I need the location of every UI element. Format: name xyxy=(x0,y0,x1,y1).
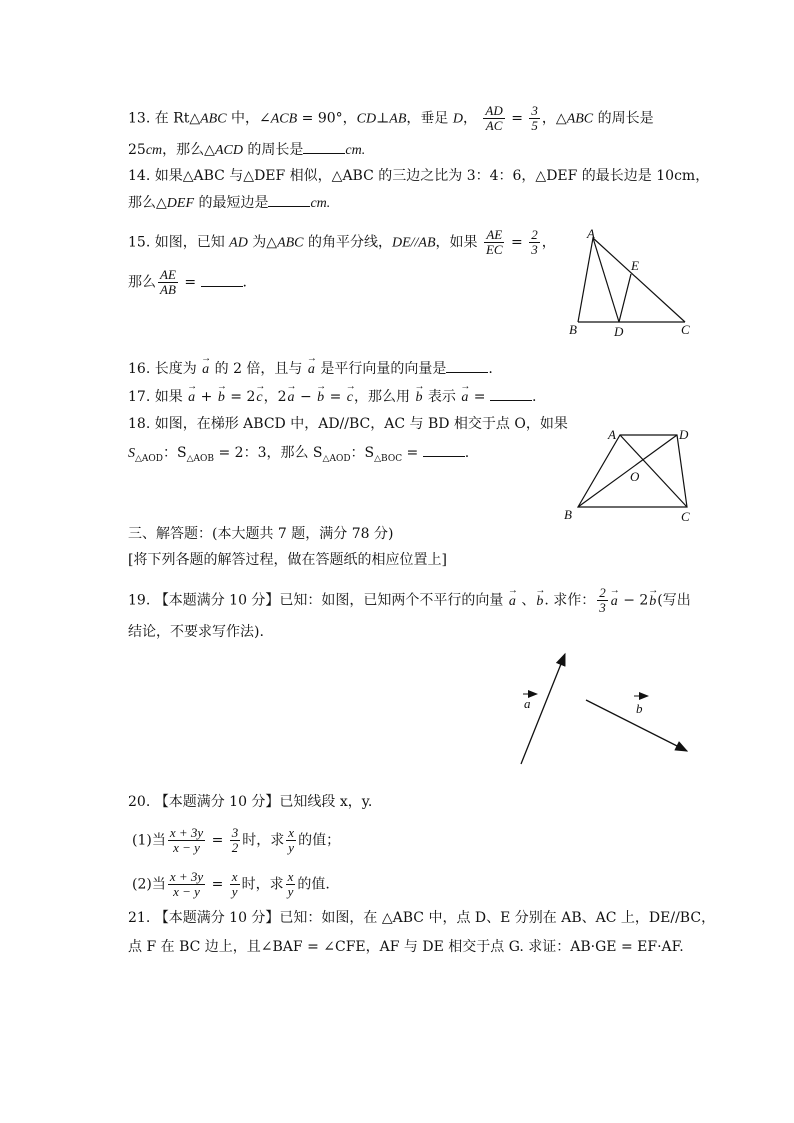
label-B: B xyxy=(564,507,572,522)
answer-blank xyxy=(201,272,243,287)
answer-blank xyxy=(303,139,345,154)
label-C: C xyxy=(681,322,690,337)
label-O: O xyxy=(630,469,640,484)
q18-line2: $S_{\triangle AOD}$：$S_{\triangle AOB} = 2$：3，那么 $S_{\triangle AOD}$：$S_{\triangle BOC}$ = . xyxy=(128,442,469,469)
answer-blank xyxy=(423,442,465,457)
fraction-x-y: $\frac{x}{y}$ xyxy=(288,825,295,855)
q20-part2: (2)当 $\frac{x + 3y}{x - y}$ = $\frac{x}{y}$ 时，求 $\frac{x}{y}$ 的值. xyxy=(132,869,330,899)
label-A: A xyxy=(587,228,595,241)
q17-line: 17. 如果 → a + → b = 2→ c，2→ a − → b = → c，那么用 → b 表示 → a = . xyxy=(128,386,536,408)
q21-line1: 21. 【本题满分 10 分】已知：如图，在 △ABC 中，点 D、E 分别在 AB、AC 上，DE//BC， xyxy=(128,910,716,926)
fraction-2-3: $\frac{2}{3}$ xyxy=(531,227,538,257)
fraction-expr: $\frac{x + 3y}{x - y}$ xyxy=(169,825,204,855)
fraction-x-y: $\frac{x}{y}$ xyxy=(287,869,294,899)
q18-line1: 18. 如图，在梯形 ABCD 中，AD//BC，AC 与 BD 相交于点 O，如果 xyxy=(128,416,568,432)
fraction-expr: $\frac{x + 3y}{x - y}$ xyxy=(169,869,204,899)
q14-line2: 那么△DEF 的最短边是 cm. xyxy=(128,192,330,214)
fraction-3-5: $\frac{3}{5}$ xyxy=(531,103,538,133)
q15-line1: 15. 如图，已知 AD 为△ABC 的角平分线，DE//AB，如果 $\frac{AE}{EC}$ = $\frac{2}{3}$ ， xyxy=(128,227,556,257)
fraction-ae-ab: $\frac{AE}{AB}$ xyxy=(160,267,176,297)
q16-line: 16. 长度为 → a 的 2 倍，且与 → a 是平行向量的向量是 . xyxy=(128,358,493,380)
fraction-ad-ac: $\frac{AD}{AC}$ xyxy=(485,103,503,133)
answer-blank xyxy=(446,358,488,373)
section3-title: 三、解答题：(本大题共 7 题，满分 78 分) xyxy=(128,526,394,542)
answer-blank xyxy=(490,386,532,401)
label-E: E xyxy=(631,258,639,273)
trapezoid-figure-q18 xyxy=(560,425,710,525)
fraction-ae-ec: $\frac{AE}{EC}$ xyxy=(485,227,503,257)
q21-line2: 点 F 在 BC 边上，且∠BAF = ∠CFE，AF 与 DE 相交于点 G. 求证：AB·GE = EF·AF. xyxy=(128,939,684,955)
label-D: D xyxy=(614,324,624,339)
label-vector-a: a xyxy=(524,696,531,711)
fraction-2-3: $\frac{2}{3}$ xyxy=(599,585,606,615)
label-A: A xyxy=(608,427,616,442)
fraction-x-y: $\frac{x}{y}$ xyxy=(231,869,238,899)
vectors-figure-q19 xyxy=(500,648,700,773)
q20-line1: 20. 【本题满分 10 分】已知线段 x，y. xyxy=(128,794,373,810)
q19-line2: 结论，不要求写作法). xyxy=(128,624,264,640)
triangle-figure-q15 xyxy=(565,228,705,343)
label-C: C xyxy=(681,509,690,524)
fraction-3-2: $\frac{3}{2}$ xyxy=(231,825,239,855)
q15-line2: 那么 $\frac{AE}{AB}$ = . xyxy=(128,267,247,297)
label-D: D xyxy=(679,427,689,442)
label-vector-b: b xyxy=(636,701,643,716)
q20-part1: (1)当 $\frac{x + 3y}{x - y}$ = $\frac{3}{2}$ 时，求 $\frac{x}{y}$ 的值； xyxy=(132,825,341,855)
section3-note: [将下列各题的解答过程，做在答题纸的相应位置上] xyxy=(128,552,447,568)
q13-line2: 25cm，那么△ACD 的周长是 cm. xyxy=(128,139,365,161)
q19-line1: 19. 【本题满分 10 分】已知：如图，已知两个不平行的向量 → a 、→ b. 求作： $\frac{2}{3}$ → a − 2→ b(写出 xyxy=(128,586,691,615)
answer-blank xyxy=(268,192,310,207)
label-B: B xyxy=(569,322,577,337)
q14-line1: 14. 如果△ABC 与△DEF 相似，△ABC 的三边之比为 3：4：6，△DEF 的最长边是 10cm， xyxy=(128,168,710,184)
q13-line1: 13. 在 Rt△ABC 中，∠ACB = 90°，CD⊥AB，垂足 D， $\frac{AD}{AC}$ = $\frac{3}{5}$ ，△ABC 的周长是 xyxy=(128,103,654,133)
